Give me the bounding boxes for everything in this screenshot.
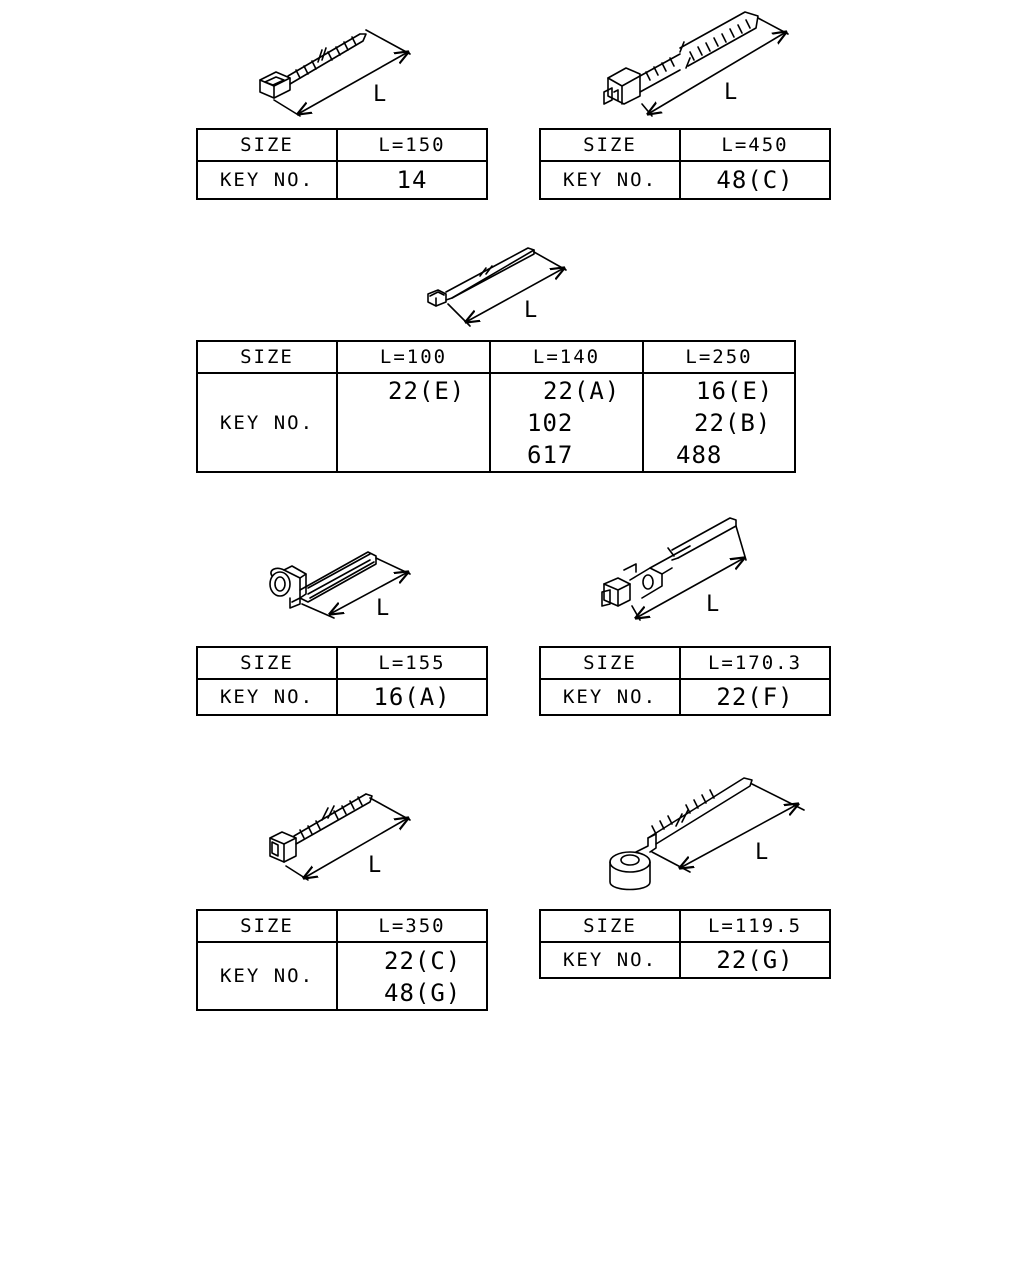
size-table-4 <box>196 646 488 716</box>
size-header: SIZE <box>540 910 680 942</box>
key-no-label: KEY NO. <box>197 679 337 715</box>
size-header: SIZE <box>197 647 337 679</box>
size-header: SIZE <box>540 647 680 679</box>
key-no-value: 22(B) <box>694 409 772 437</box>
size-table-6 <box>196 909 488 1011</box>
key-no-label: KEY NO. <box>197 161 337 199</box>
key-no-value: 617 <box>527 441 574 469</box>
cable-tie-figure-2 <box>604 12 788 116</box>
key-no-value: 48(G) <box>384 979 462 1007</box>
size-value: L=250 <box>643 341 795 373</box>
key-no-value: 22(G) <box>680 942 830 978</box>
key-no-label: KEY NO. <box>540 679 680 715</box>
size-value: L=155 <box>337 647 487 679</box>
key-no-label: KEY NO. <box>197 373 337 472</box>
cable-tie-figure-6 <box>270 794 410 880</box>
size-header: SIZE <box>540 129 680 161</box>
cable-tie-figure-7 <box>610 778 804 890</box>
cable-tie-figure-3 <box>428 248 566 326</box>
key-no-value: 22(E) <box>388 377 466 405</box>
key-no-value: 16(E) <box>696 377 774 405</box>
size-table-7 <box>539 909 831 979</box>
size-value: L=119.5 <box>680 910 830 942</box>
size-value: L=150 <box>337 129 487 161</box>
key-no-label: KEY NO. <box>540 161 680 199</box>
key-no-value: 22(C) <box>384 947 462 975</box>
key-no-cell <box>490 373 643 472</box>
size-table-3 <box>196 340 796 473</box>
dimension-label-6: L <box>368 853 382 878</box>
key-no-cell <box>337 942 487 1010</box>
key-no-cell <box>643 373 795 472</box>
size-table-1 <box>196 128 488 200</box>
key-no-value: 48(C) <box>680 161 830 199</box>
key-no-value: 22(A) <box>543 377 621 405</box>
size-value: L=140 <box>490 341 643 373</box>
size-header: SIZE <box>197 129 337 161</box>
dimension-label-5: L <box>706 592 720 617</box>
key-no-value: 14 <box>337 161 487 199</box>
size-header: SIZE <box>197 910 337 942</box>
size-header: SIZE <box>197 341 337 373</box>
key-no-label: KEY NO. <box>197 942 337 1010</box>
key-no-value: 488 <box>676 441 723 469</box>
size-value: L=100 <box>337 341 490 373</box>
size-table-5 <box>539 646 831 716</box>
size-value: L=170.3 <box>680 647 830 679</box>
key-no-label: KEY NO. <box>540 942 680 978</box>
size-value: L=350 <box>337 910 487 942</box>
dimension-label-1: L <box>373 82 387 107</box>
dimension-label-3: L <box>524 298 538 323</box>
size-table-2 <box>539 128 831 200</box>
key-no-value: 22(F) <box>680 679 830 715</box>
key-no-value: 16(A) <box>337 679 487 715</box>
cable-tie-figure-5 <box>602 518 746 620</box>
dimension-label-4: L <box>376 596 390 621</box>
dimension-label-7: L <box>755 840 769 865</box>
size-value: L=450 <box>680 129 830 161</box>
key-no-value: 102 <box>527 409 574 437</box>
dimension-label-2: L <box>724 80 738 105</box>
key-no-cell <box>337 373 490 472</box>
cable-tie-figure-1 <box>260 30 410 116</box>
